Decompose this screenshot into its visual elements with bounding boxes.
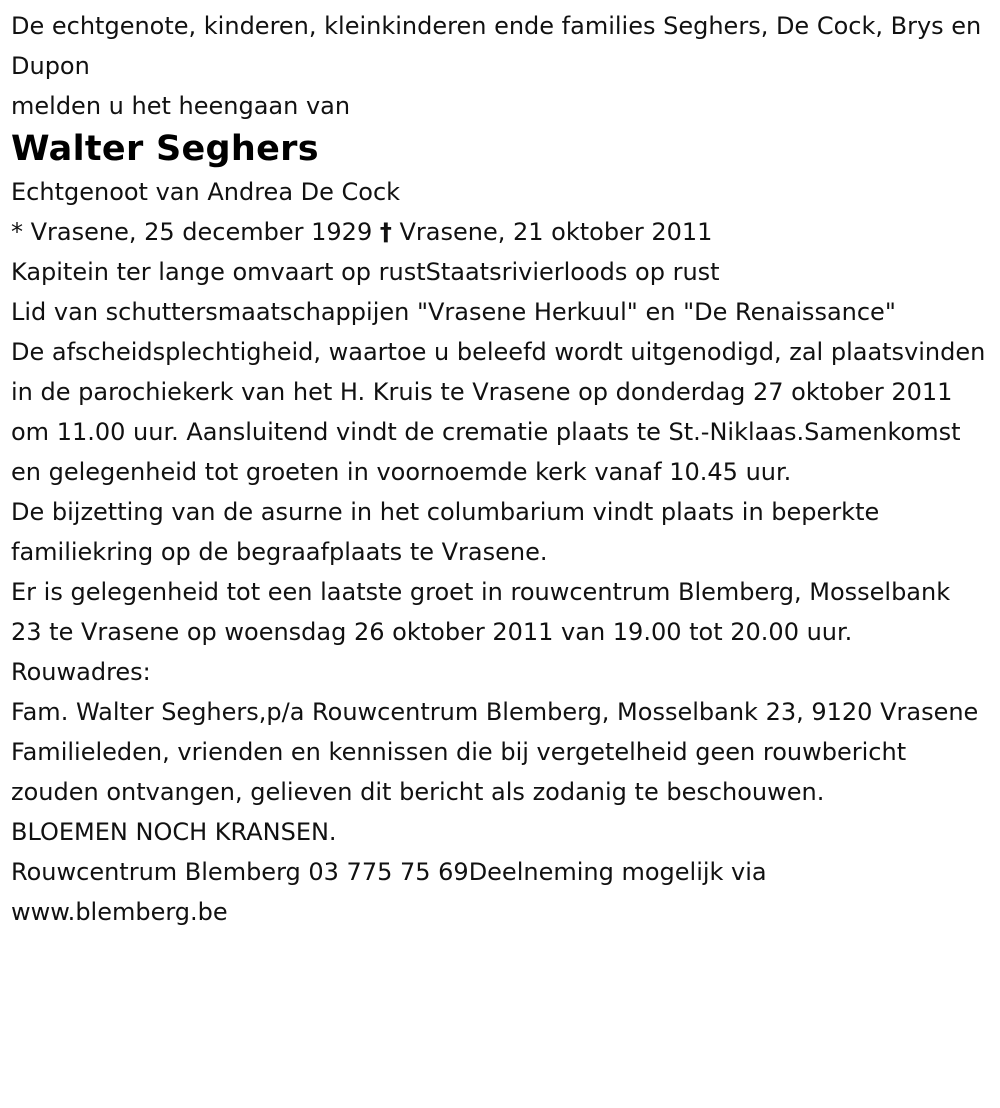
- death-info: Vrasene, 21 oktober 2011: [399, 218, 713, 246]
- deceased-name: Walter Seghers: [11, 129, 319, 169]
- interment-paragraph: De bijzetting van de asurne in het columbarium vindt plaats in beperkte familiekring op de begraafplaats te Vrasene.: [11, 498, 880, 566]
- birth-death-line: [11, 212, 986, 252]
- membership-line: Lid van schuttersmaatschappijen "Vrasene Herkuul" en "De Renaissance": [11, 298, 896, 326]
- announcement-line: melden u het heengaan van: [11, 92, 351, 120]
- address-label: Rouwadres:: [11, 658, 151, 686]
- mourning-address: Fam. Walter Seghers,p/a Rouwcentrum Blemberg, Mosselbank 23, 9120 Vrasene: [11, 698, 979, 726]
- spouse-line: Echtgenoot van Andrea De Cock: [11, 178, 401, 206]
- cross-icon: †: [379, 218, 392, 246]
- occupation-line: Kapitein ter lange omvaart op rustStaatsrivierloods op rust: [11, 258, 720, 286]
- ceremony-paragraph: De afscheidsplechtigheid, waartoe u beleefd wordt uitgenodigd, zal plaatsvinden in de parochiekerk van het H. Kruis te Vrasene op donderdag 27 oktober 2011 om 11.00 uur. Aansluitend vindt de crematie plaats te St.-Niklaas.Samenkomst en gelegenheid tot groeten in voornoemde kerk vanaf 10.45 uur.: [11, 338, 986, 486]
- flowers-line: BLOEMEN NOCH KRANSEN.: [11, 818, 337, 846]
- notice-to-others: Familieleden, vrienden en kennissen die bij vergetelheid geen rouwbericht zouden ontvangen, gelieven dit bericht als zodanig te beschouwen.: [11, 738, 907, 806]
- obituary-notice: [11, 6, 986, 932]
- birth-info: * Vrasene, 25 december 1929: [11, 218, 373, 246]
- family-intro: De echtgenote, kinderen, kleinkinderen ende families Seghers, De Cock, Brys en Dupon: [11, 12, 982, 80]
- contact-line: Rouwcentrum Blemberg 03 775 75 69Deelneming mogelijk via www.blemberg.be: [11, 858, 767, 926]
- farewell-paragraph: Er is gelegenheid tot een laatste groet in rouwcentrum Blemberg, Mosselbank 23 te Vrasene op woensdag 26 oktober 2011 van 19.00 tot 20.00 uur.: [11, 578, 951, 646]
